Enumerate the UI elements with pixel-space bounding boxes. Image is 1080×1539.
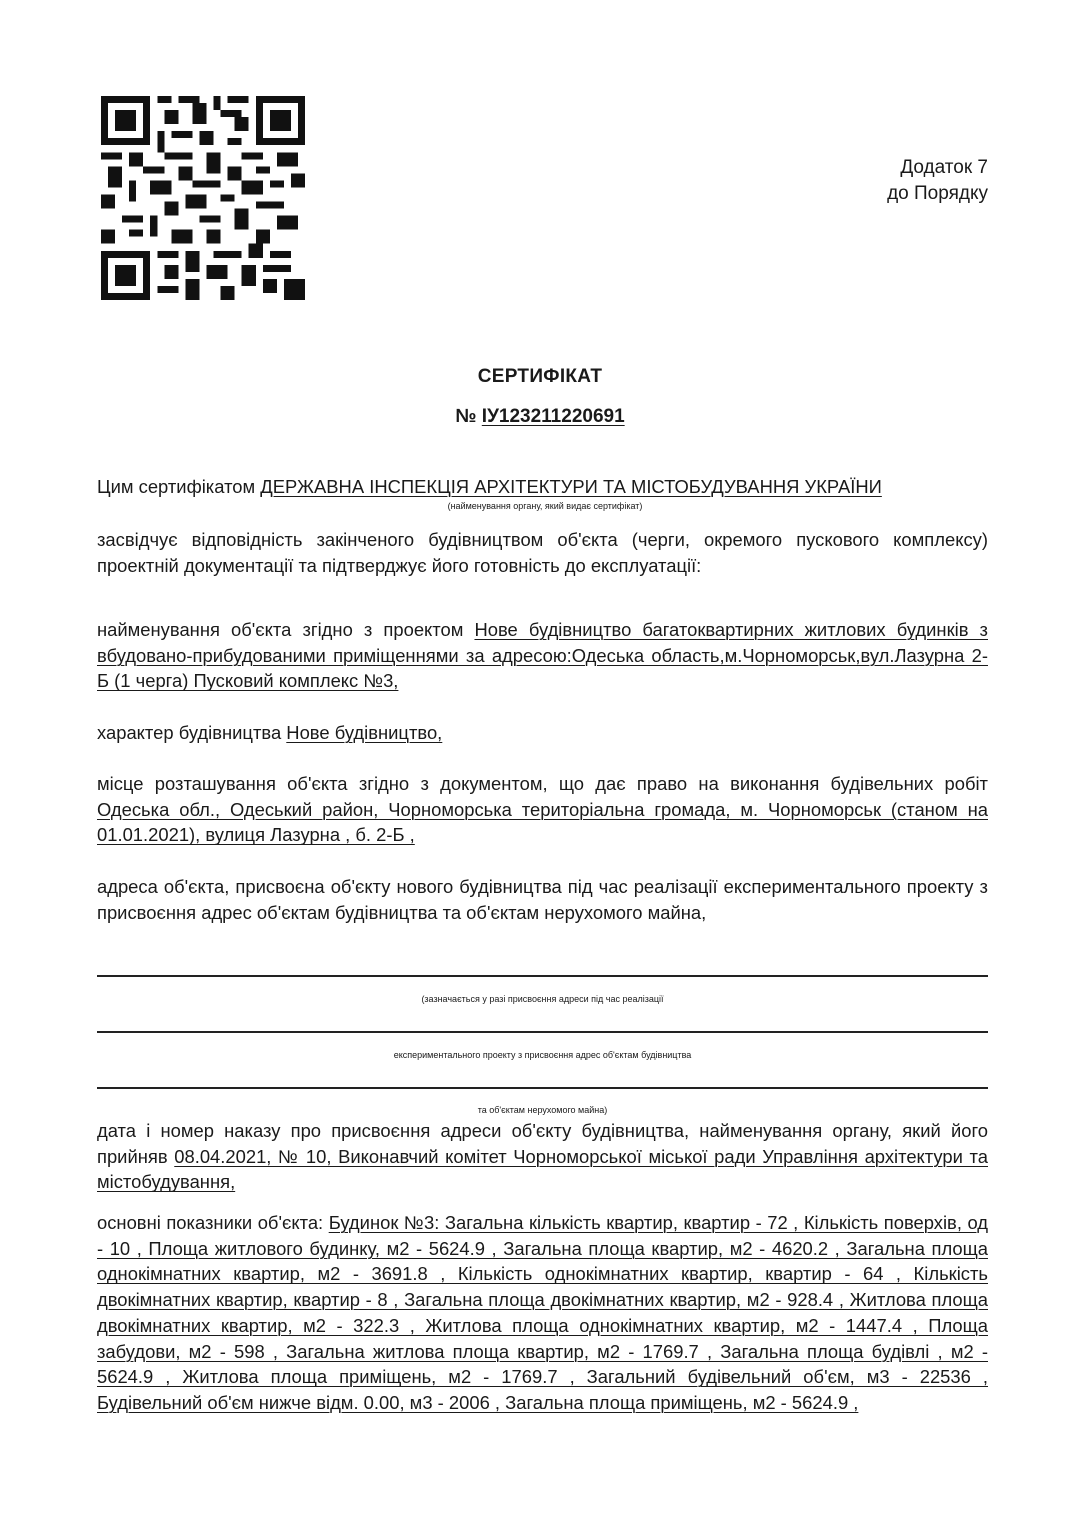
certificate-number [0, 406, 1080, 428]
location-value: Одеська обл., Одеський район, Чорноморська територіальна громада, м. Чорноморськ (станом на 01.01.2021), вулиця Лазурна , б. 2-Б , [97, 798, 988, 846]
appendix-note [887, 155, 988, 207]
appendix-line-1: Додаток 7 [900, 157, 988, 178]
indicators-label: основні показники об'єкта: [97, 1212, 329, 1233]
certificate-number-prefix: № [455, 406, 482, 427]
appendix-line-2: до Порядку [887, 183, 988, 204]
order-label: дата і номер наказу про присвоєння адреси об'єкту будівництва, найменування органу, який його прийняв [97, 1120, 988, 1167]
indicators-value: Будинок №3: Загальна кількість квартир, квартир - 72 , Кількість поверхів, од - 10 , Площа житлового будинку, м2 - 5624.9 , Загальна площа квартир, м2 - 4620.2 , Загальна площа однокімнатних квартир, м2 - 3691.8 , Кількість однокімнатних квартир, квартир - 64 , Кількість двокімнатних квартир, квартир - 8 , Загальна площа двокімнатних квартир, м2 - 928.4 , Житлова площа двокімнатних квартир, м2 - 322.3 , Житлова площа однокімнатних квартир, м2 - 1447.4 , Площа забудови, м2 - 598 , Загальна житлова площа квартир, м2 - 1769.7 , Загальна площа будівлі , м2 - 5624.9 , Житлова площа приміщень, м2 - 1769.7 , Загальний будівельний об'єм, м3 - 22536 , Будівельний об'єм нижче відм. 0.00, м3 - 2006 , Загальна площа приміщень, м2 - 5624.9 , [97, 1212, 989, 1413]
certificate-title: СЕРТИФІКАТ [477, 366, 603, 387]
object-name-label: найменування об'єкта згідно з проектом [97, 619, 475, 640]
location-label: місце розташування об'єкта згідно з документом, що дає право на виконання будівельних робіт [97, 773, 988, 794]
construction-type-label: характер будівництва [97, 722, 287, 743]
address-blank-line-1 [97, 975, 988, 977]
issuer-caption: (найменування органу, який видає сертифікат) [447, 501, 643, 511]
object-name-value: Нове будівництво багатоквартирних житлових будинків з вбудовано-прибудованими приміщеннями за адресою:Одеська область,м.Чорноморськ,вул.Лазурна 2-Б (1 черга) Пусковий комплекс №3, [97, 619, 988, 692]
construction-type-value: Нове будівництво, [286, 722, 443, 743]
qr-code [101, 96, 305, 300]
issuer-prefix: Цим сертифікатом [97, 476, 261, 497]
certifies-paragraph: засвідчує відповідність закінченого будівництвом об'єкта (черги, окремого пускового комплексу) проектній документації та підтверджує його готовність до експлуатації: [97, 529, 988, 576]
address-blank-line-2 [97, 1031, 988, 1033]
address-caption-2: експериментального проекту з присвоєння адрес об'єктам будівництва [393, 1050, 692, 1060]
construction-type-paragraph [97, 720, 988, 746]
address-caption-1: (зазначається у разі присвоєння адреси під час реалізації [421, 994, 664, 1004]
qr-code-graphic [101, 96, 305, 300]
issuer-line [97, 474, 988, 500]
order-paragraph [97, 1118, 988, 1195]
object-name-paragraph [97, 617, 988, 694]
address-blank-line-3 [97, 1087, 988, 1089]
indicators-paragraph [97, 1210, 988, 1416]
certificate-number-value: ІУ123211220691 [481, 406, 625, 427]
location-paragraph [97, 771, 988, 848]
issuer-name: ДЕРЖАВНА ІНСПЕКЦІЯ АРХІТЕКТУРИ ТА МІСТОБУДУВАННЯ УКРАЇНИ [260, 476, 882, 497]
order-value: 08.04.2021, № 10, Виконавчий комітет Чорноморської міської ради Управління архітектури та містобудування, [97, 1145, 988, 1193]
address-caption-3: та об'єктам нерухомого майна) [477, 1105, 608, 1115]
experimental-address-paragraph: адреса об'єкта, присвоєна об'єкту нового будівництва під час реалізації експериментального проекту з присвоєння адрес об'єктам будівництва та об'єктам нерухомого майна, [97, 876, 988, 923]
